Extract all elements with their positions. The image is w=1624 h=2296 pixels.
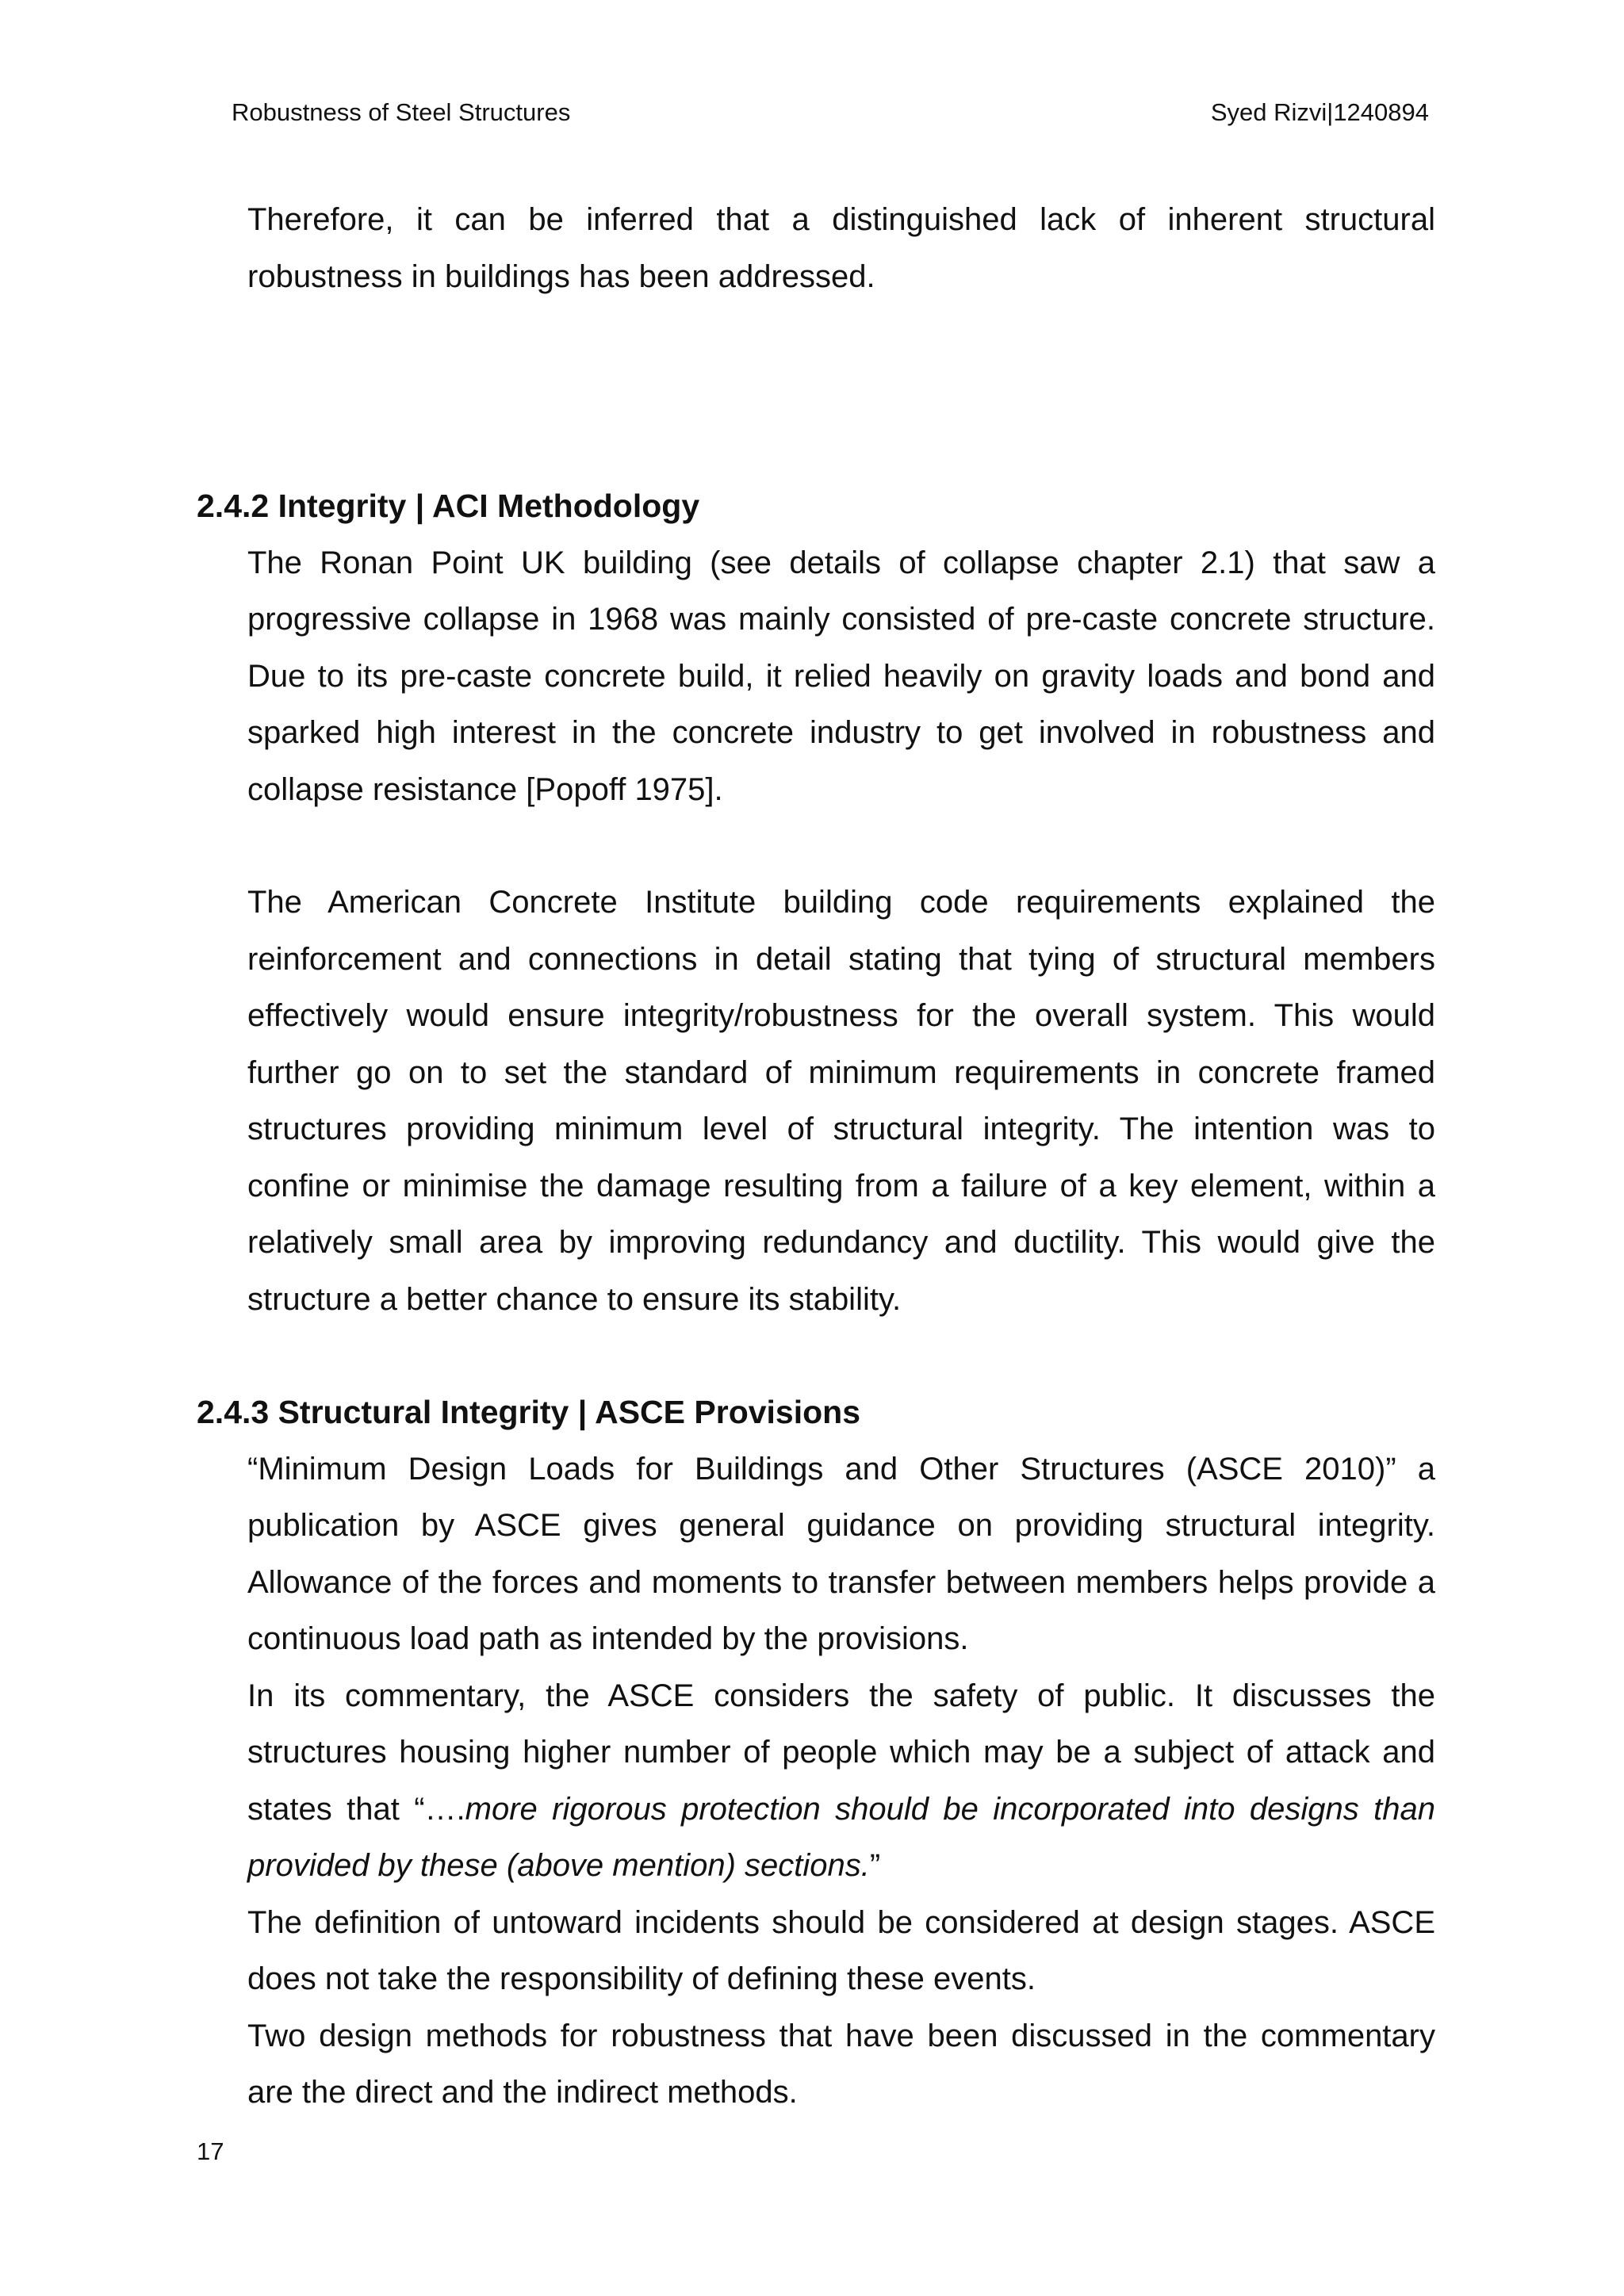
intro-paragraph: Therefore, it can be inferred that a distinguished lack of inherent structural robustness in buildings has been addressed. <box>247 202 1435 294</box>
section-heading-2-4-3: 2.4.3 Structural Integrity | ASCE Provisions <box>197 1394 861 1430</box>
commentary-text: In its commentary, the ASCE considers the safety of public. It discusses the structures housing higher number of people which may be a subject of attack and states that “…. <box>247 1678 1435 1827</box>
paragraph-ronan-point: The Ronan Point UK building (see details of collapse chapter 2.1) that saw a progressive collapse in 1968 was mainly consisted of pre-caste concrete structure. Due to its pre-caste concrete build, it relied heavily on gravity loads and bond and sparked high interest in the concrete industry to get involved in robustness and collapse resistance [Popoff 1975]. <box>247 545 1435 807</box>
document-title: Robustness of Steel Structures <box>232 98 571 126</box>
closing-quote: ” <box>869 1848 881 1883</box>
paragraph-asce-publication: “Minimum Design Loads for Buildings and Other Structures (ASCE 2010)” a publication by ASCE gives general guidance on providing structural integrity. Allowance of the forces and moments to transfer between members helps provide a continuous load path as intended by the provisions. <box>247 1451 1435 1656</box>
quote-text: more rigorous protection should be incorporated into designs than provided by these (above mention) sections. <box>247 1791 1435 1883</box>
author-id: Syed Rizvi|1240894 <box>1210 98 1429 126</box>
paragraph-design-methods: Two design methods for robustness that have been discussed in the commentary are the direct and the indirect methods. <box>247 2018 1435 2110</box>
page-header <box>0 98 1624 133</box>
page-body <box>197 192 1435 2122</box>
paragraph-asce-commentary <box>247 1668 1435 1895</box>
page-number: 17 <box>197 2137 224 2165</box>
paragraph-aci-code: The American Concrete Institute building code requirements explained the reinforcement and connections in detail stating that tying of structural members effectively would ensure integrity/robustness for the overall system. This would further go on to set the standard of minimum requirements in concrete framed structures providing minimum level of structural integrity. The intention was to confine or minimise the damage resulting from a failure of a key element, within a relatively small area by improving redundancy and ductility. This would give the structure a better chance to ensure its stability. <box>247 885 1435 1317</box>
paragraph-untoward-incidents: The definition of untoward incidents should be considered at design stages. ASCE does not take the responsibility of defining these events. <box>247 1904 1435 1996</box>
section-heading-2-4-2: 2.4.2 Integrity | ACI Methodology <box>197 488 700 524</box>
